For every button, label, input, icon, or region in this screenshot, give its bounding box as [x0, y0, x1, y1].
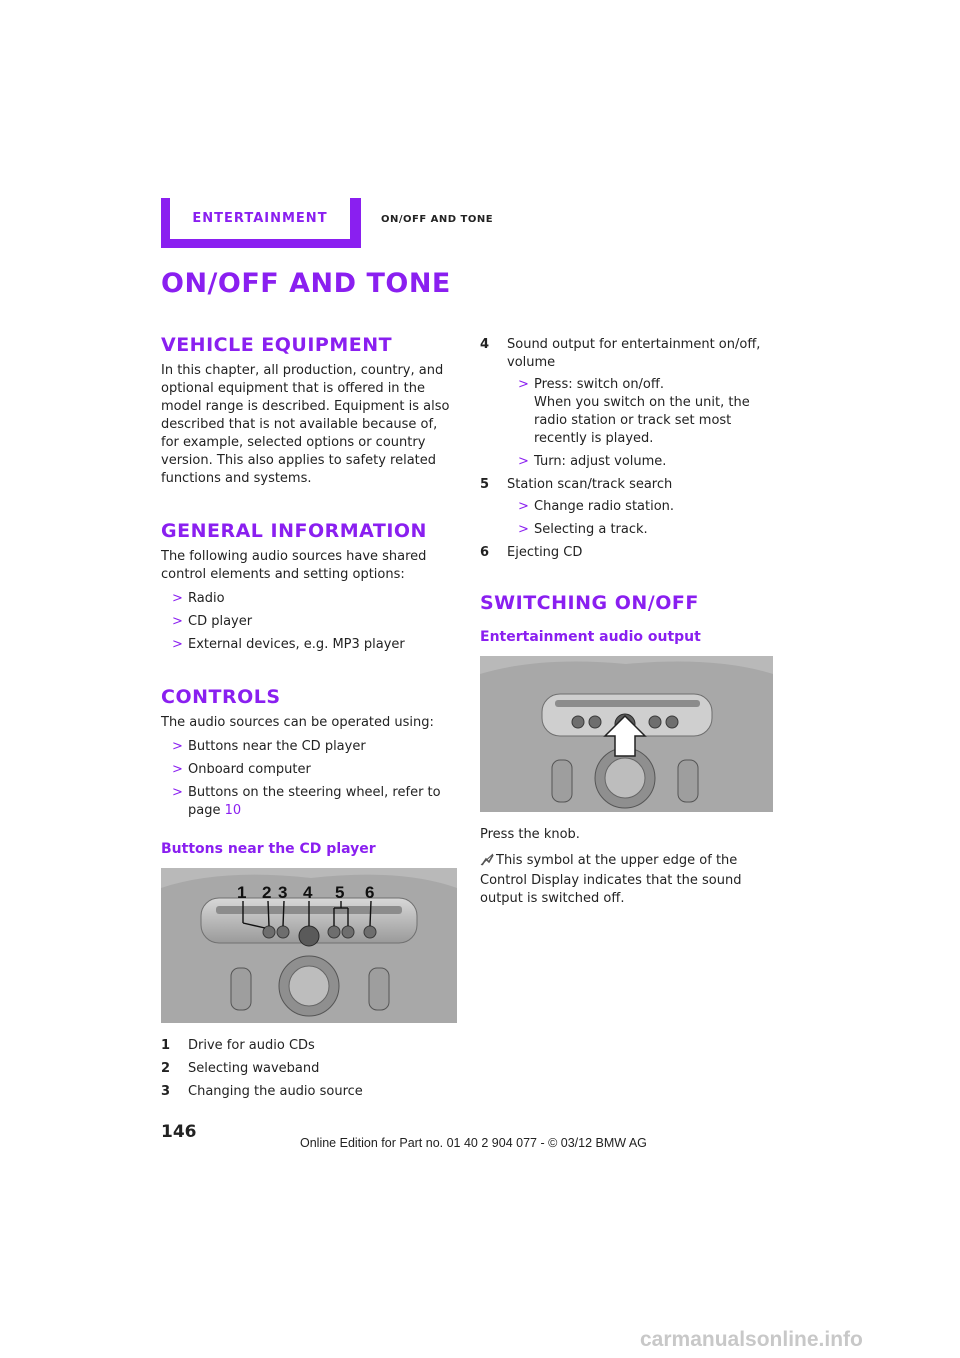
general-information-text: The following audio sources have shared control elements and setting options: [161, 549, 427, 582]
list-item: > Buttons on the steering wheel, refer to page 10 [172, 785, 441, 818]
switching-heading: SWITCHING ON/OFF [480, 592, 699, 614]
list-item: > Turn: adjust volume. [518, 454, 667, 469]
list-item: 3 Changing the audio source [161, 1084, 363, 1099]
vehicle-equipment-text: In this chapter, all production, country, and optional equipment that is offered in the model range is described. Equipment is also described that is not available because of, for example, selected options or country version. This also applies to safety related functions and systems. [161, 363, 450, 486]
audio-knob-illustration [480, 656, 773, 812]
list-item: > External devices, e.g. MP3 player [172, 637, 405, 652]
audio-sources-list [161, 590, 457, 654]
callout-label-5: 5 [335, 883, 345, 902]
list-item: 4 Sound output for entertainment on/off, volume > Press: switch on/off. When you switch on the unit, the radio station or track set most recently is played. > Turn: adjust volume. [480, 336, 776, 471]
controls-heading: CONTROLS [161, 686, 281, 708]
buttons-near-cd-heading: Buttons near the CD player [161, 841, 376, 857]
edition-note: Online Edition for Part no. 01 40 2 904 077 - © 03/12 BMW AG [300, 1136, 647, 1150]
list-item: > CD player [172, 614, 253, 629]
list-item: 1 Drive for audio CDs [161, 1038, 315, 1053]
callout-label-4: 4 [303, 883, 313, 902]
chapter-tab [161, 198, 361, 248]
list-item: 6 Ejecting CD [480, 545, 583, 560]
chapter-tab-inner [170, 198, 350, 239]
sub-list [507, 376, 776, 471]
sound-off-icon [480, 853, 494, 872]
section-header: ON/OFF AND TONE [381, 214, 494, 225]
sub-list [507, 498, 776, 539]
press-knob-text: Press the knob. [480, 827, 580, 842]
callout-label-6: 6 [365, 883, 375, 902]
list-item: 5 Station scan/track search > Change radio station. > Selecting a track. [480, 476, 776, 539]
callout-label-1: 1 [237, 883, 247, 902]
symbol-paragraph: This symbol at the upper edge of the Control Display indicates that the sound output is switched off. [480, 853, 742, 906]
list-item: > Selecting a track. [518, 522, 648, 537]
page-title: ON/OFF AND TONE [161, 268, 451, 299]
list-item: 2 Selecting waveband [161, 1061, 320, 1076]
general-information-heading: GENERAL INFORMATION [161, 520, 427, 542]
callout-label-2: 2 [262, 883, 272, 902]
vehicle-equipment-heading: VEHICLE EQUIPMENT [161, 334, 393, 356]
list-item: > Press: switch on/off. When you switch on the unit, the radio station or track set most recently is played. [518, 377, 750, 446]
callout-label-3: 3 [278, 883, 288, 902]
buttons-list [161, 1037, 457, 1101]
controls-text: The audio sources can be operated using: [161, 715, 434, 730]
left-column [161, 336, 457, 1106]
list-item: > Buttons near the CD player [172, 739, 366, 754]
audio-output-heading: Entertainment audio output [480, 629, 701, 645]
list-item: > Change radio station. [518, 499, 675, 514]
cd-player-illustration [161, 868, 457, 1023]
list-item: > Onboard computer [172, 762, 311, 777]
right-column [480, 336, 776, 914]
watermark: carmanualsonline.info [640, 1328, 863, 1351]
page-number: 146 [161, 1122, 197, 1142]
audio-knob-photo [480, 656, 773, 812]
cd-player-buttons-photo [161, 868, 457, 1023]
chapter-tab-label: ENTERTAINMENT [192, 211, 328, 226]
controls-list [161, 738, 457, 820]
list-item: > Radio [172, 591, 225, 606]
buttons-list-continued [480, 336, 776, 562]
page-reference-link[interactable]: 10 [224, 803, 242, 818]
